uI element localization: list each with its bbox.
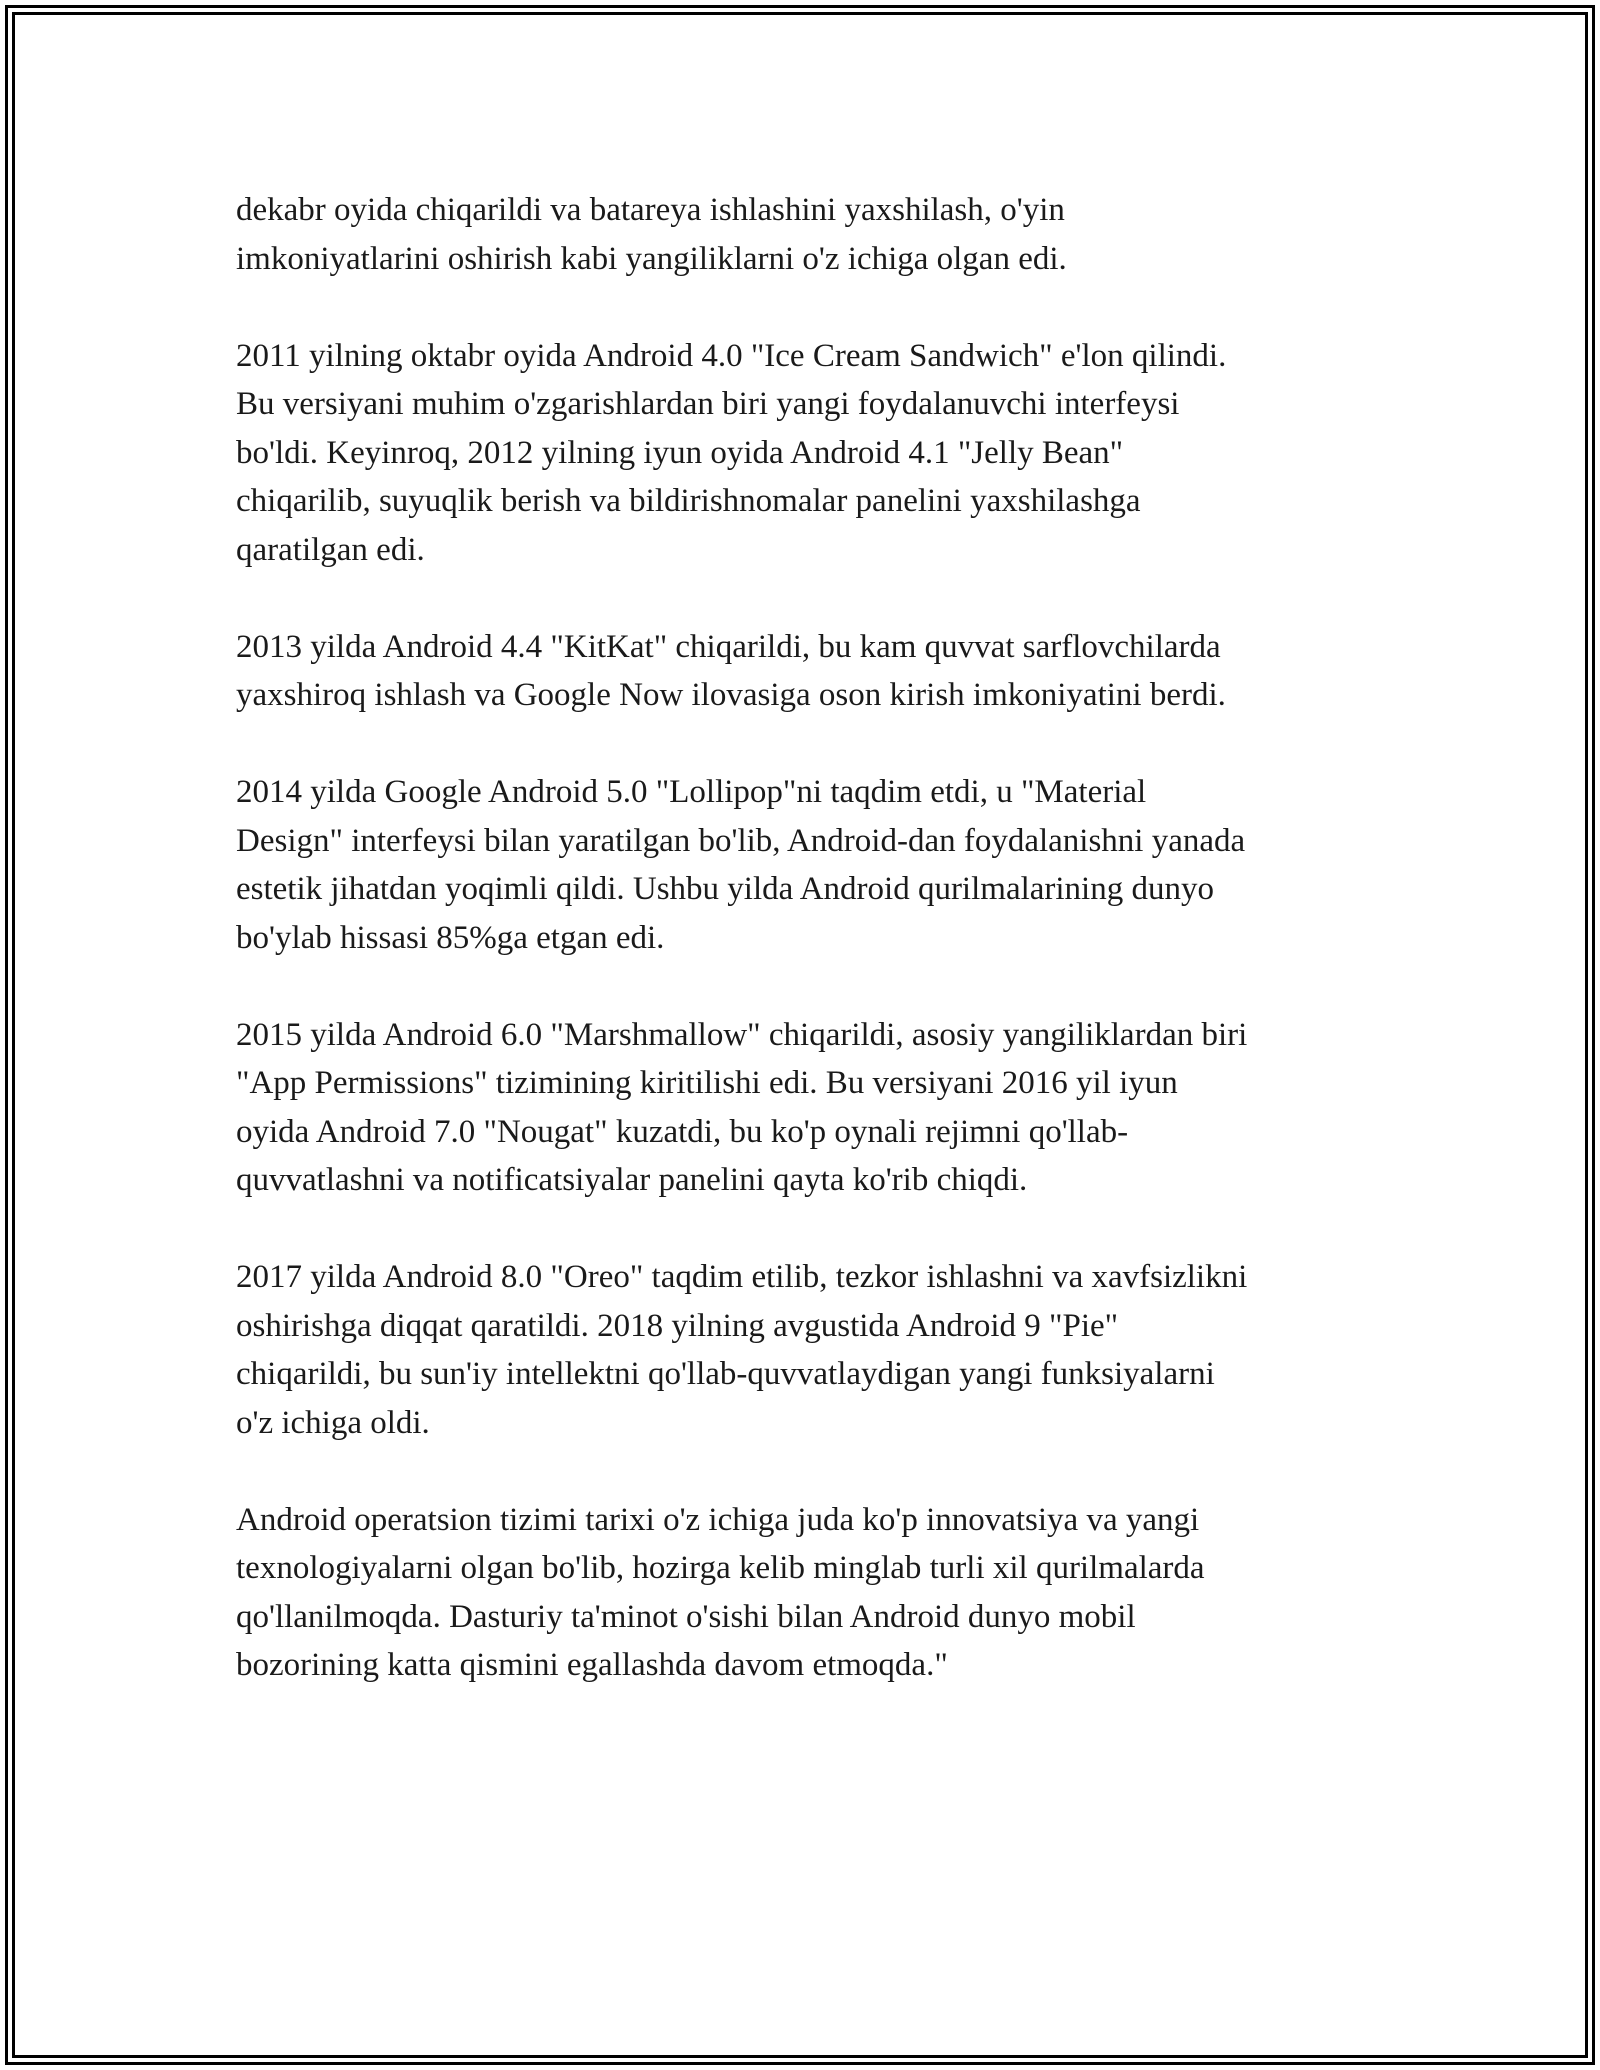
paragraph-5: [236, 1011, 1386, 1205]
text-line: oyida Android 7.0 "Nougat" kuzatdi, bu ko'p oynali rejimni qo'llab-: [236, 1113, 1129, 1150]
text-line: Design" interfeysi bilan yaratilgan bo'lib, Android-dan foydalanishni yanada: [236, 822, 1246, 859]
text-line: qo'llanilmoqda. Dasturiy ta'minot o'sishi bilan Android dunyo mobil: [236, 1598, 1136, 1635]
text-line: 2017 yilda Android 8.0 "Oreo" taqdim etilib, tezkor ishlashni va xavfsizlikni: [236, 1259, 1248, 1295]
document-body: [236, 186, 1386, 1690]
text-line: 2015 yilda Android 6.0 "Marshmallow" chiqarildi, asosiy yangiliklardan biri: [236, 1016, 1248, 1053]
text-line: bozorining katta qismini egallashda davom etmoqda.": [236, 1647, 948, 1683]
paragraph-7: [236, 1496, 1386, 1690]
paragraph-2: [236, 332, 1386, 575]
paragraph-3: [236, 623, 1386, 720]
text-line: dekabr oyida chiqarildi va batareya ishlashini yaxshilash, o'yin: [236, 192, 1065, 228]
text-line: texnologiyalarni olgan bo'lib, hozirga kelib minglab turli xil qurilmalarda: [236, 1550, 1205, 1586]
paragraph-4: [236, 768, 1386, 962]
text-line: imkoniyatlarini oshirish kabi yangiliklarni o'z ichiga olgan edi.: [236, 240, 1067, 277]
paragraph-1: [236, 186, 1386, 283]
text-line: estetik jihatdan yoqimli qildi. Ushbu yilda Android qurilmalarining dunyo: [236, 871, 1214, 907]
text-line: "App Permissions" tizimining kiritilishi edi. Bu versiyani 2016 yil iyun: [236, 1065, 1178, 1101]
text-line: 2011 yilning oktabr oyida Android 4.0 "Ice Cream Sandwich" e'lon qilindi.: [236, 337, 1227, 374]
text-line: yaxshiroq ishlash va Google Now ilovasiga oson kirish imkoniyatini berdi.: [236, 677, 1226, 713]
paragraph-6: [236, 1253, 1386, 1447]
text-line: chiqarilib, suyuqlik berish va bildirishnomalar panelini yaxshilashga: [236, 483, 1141, 519]
text-line: oshirishga diqqat qaratildi. 2018 yilning avgustida Android 9 "Pie": [236, 1307, 1119, 1344]
text-line: chiqarildi, bu sun'iy intellektni qo'llab-quvvatlaydigan yangi funksiyalarni: [236, 1356, 1215, 1392]
text-line: Bu versiyani muhim o'zgarishlardan biri yangi foydalanuvchi interfeysi: [236, 386, 1180, 422]
text-line: quvvatlashni va notificatsiyalar panelini qayta ko'rib chiqdi.: [236, 1162, 1028, 1198]
text-line: o'z ichiga oldi.: [236, 1404, 430, 1441]
text-line: Android operatsion tizimi tarixi o'z ichiga juda ko'p innovatsiya va yangi: [236, 1501, 1200, 1538]
text-line: bo'ylab hissasi 85%ga etgan edi.: [236, 919, 665, 956]
text-line: bo'ldi. Keyinroq, 2012 yilning iyun oyida Android 4.1 "Jelly Bean": [236, 434, 1124, 471]
text-line: 2013 yilda Android 4.4 "KitKat" chiqarildi, bu kam quvvat sarflovchilarda: [236, 628, 1221, 665]
text-line: qaratilgan edi.: [236, 531, 425, 568]
text-line: 2014 yilda Google Android 5.0 "Lollipop"ni taqdim etdi, u "Material: [236, 774, 1147, 810]
